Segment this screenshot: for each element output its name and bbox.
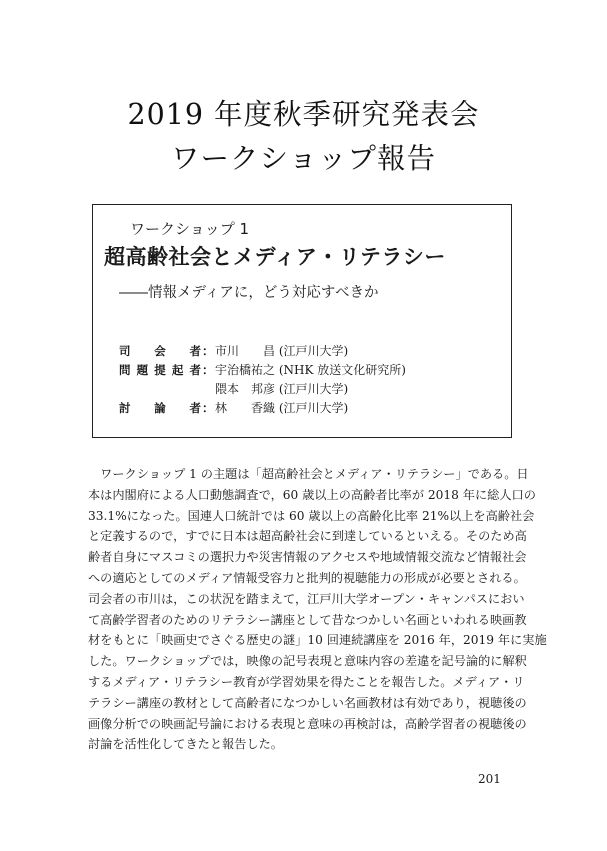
credit-separator: [201, 380, 215, 399]
body-line: 材をもとに「映画史でさぐる歴史の謎」10 回連続講座を 2016 年，2019 年に実施: [88, 633, 547, 648]
body-line: 本は内閣府による人口動態調査で，60 歳以上の高齢者比率が 2018 年に総人口の: [88, 487, 536, 502]
body-line: 討論を活性化してきたと報告した。: [88, 737, 283, 752]
credit-role: 問題提起者: [119, 363, 201, 377]
body-line: と定義するので，すでに日本は超高齢社会に到達しているといえる。そのため高: [88, 529, 527, 544]
body-line: 33.1%になった。国連人口統計では 60 歳以上の高齢化比率 21%以上を高齢社会: [88, 508, 535, 523]
body-line: て高齢学習者のためのリテラシー講座として昔なつかしい名画といわれる映画教: [88, 612, 527, 627]
workshop-label: ワークショップ 1: [130, 220, 250, 238]
body-line: するメディア・リテラシー教育が学習効果を得たことを報告した。メディア・リ: [88, 674, 525, 689]
credit-separator: ：: [201, 401, 214, 415]
credit-name: 隈本 邦彦 (江戸川大学): [215, 382, 349, 396]
page-number: 201: [478, 772, 501, 786]
body-line: した。ワークショップでは，映像の記号表現と意味内容の差違を記号論的に解釈: [88, 654, 527, 669]
body-line: 画像分析での映画記号論における表現と意味の再検討は，高齢学習者の視聴後の: [88, 716, 527, 731]
credit-name: 市川 昌 (江戸川大学): [215, 344, 349, 358]
page-subtitle: ワークショップ報告: [171, 142, 436, 175]
credits-list: [119, 342, 406, 418]
body-line: 司会者の市川は，この状況を踏まえて，江戸川大学オープン・キャンパスにおい: [88, 591, 525, 606]
credit-name: 林 香織 (江戸川大学): [215, 401, 349, 415]
credit-role: 司 会 者: [119, 344, 201, 358]
credit-role: 討 論 者: [119, 401, 201, 415]
workshop-info-box: [92, 204, 512, 438]
body-line: 齢者自身にマスコミの選択力や災害情報のアクセスや地域情報交流など情報社会: [88, 550, 527, 565]
credit-separator: ：: [201, 344, 214, 358]
body-paragraph: [88, 464, 547, 755]
body-line: ワークショップ 1 の主題は「超高齢社会とメディア・リテラシー」である。日: [88, 467, 529, 481]
page-title: 2019 年度秋季研究発表会: [127, 98, 480, 131]
body-line: テラシー講座の教材として高齢者になつかしい名画教材は有効であり，視聴後の: [88, 695, 527, 710]
credit-row-moderator: [119, 342, 406, 361]
credit-row-discussant: [119, 399, 406, 418]
credit-name: 宇治橋祐之 (NHK 放送文化研究所): [215, 363, 406, 377]
workshop-title: 超高齢社会とメディア・リテラシー: [104, 245, 446, 269]
workshop-subtitle: ――情報メディアに，どう対応すべきか: [119, 285, 379, 301]
credit-separator: ：: [201, 363, 214, 377]
credit-row-presenter-2: [119, 380, 406, 399]
credit-row-presenter: [119, 361, 406, 380]
body-line: への適応としてのメディア情報受容力と批判的視聴能力の形成が必要とされる。: [88, 570, 526, 585]
